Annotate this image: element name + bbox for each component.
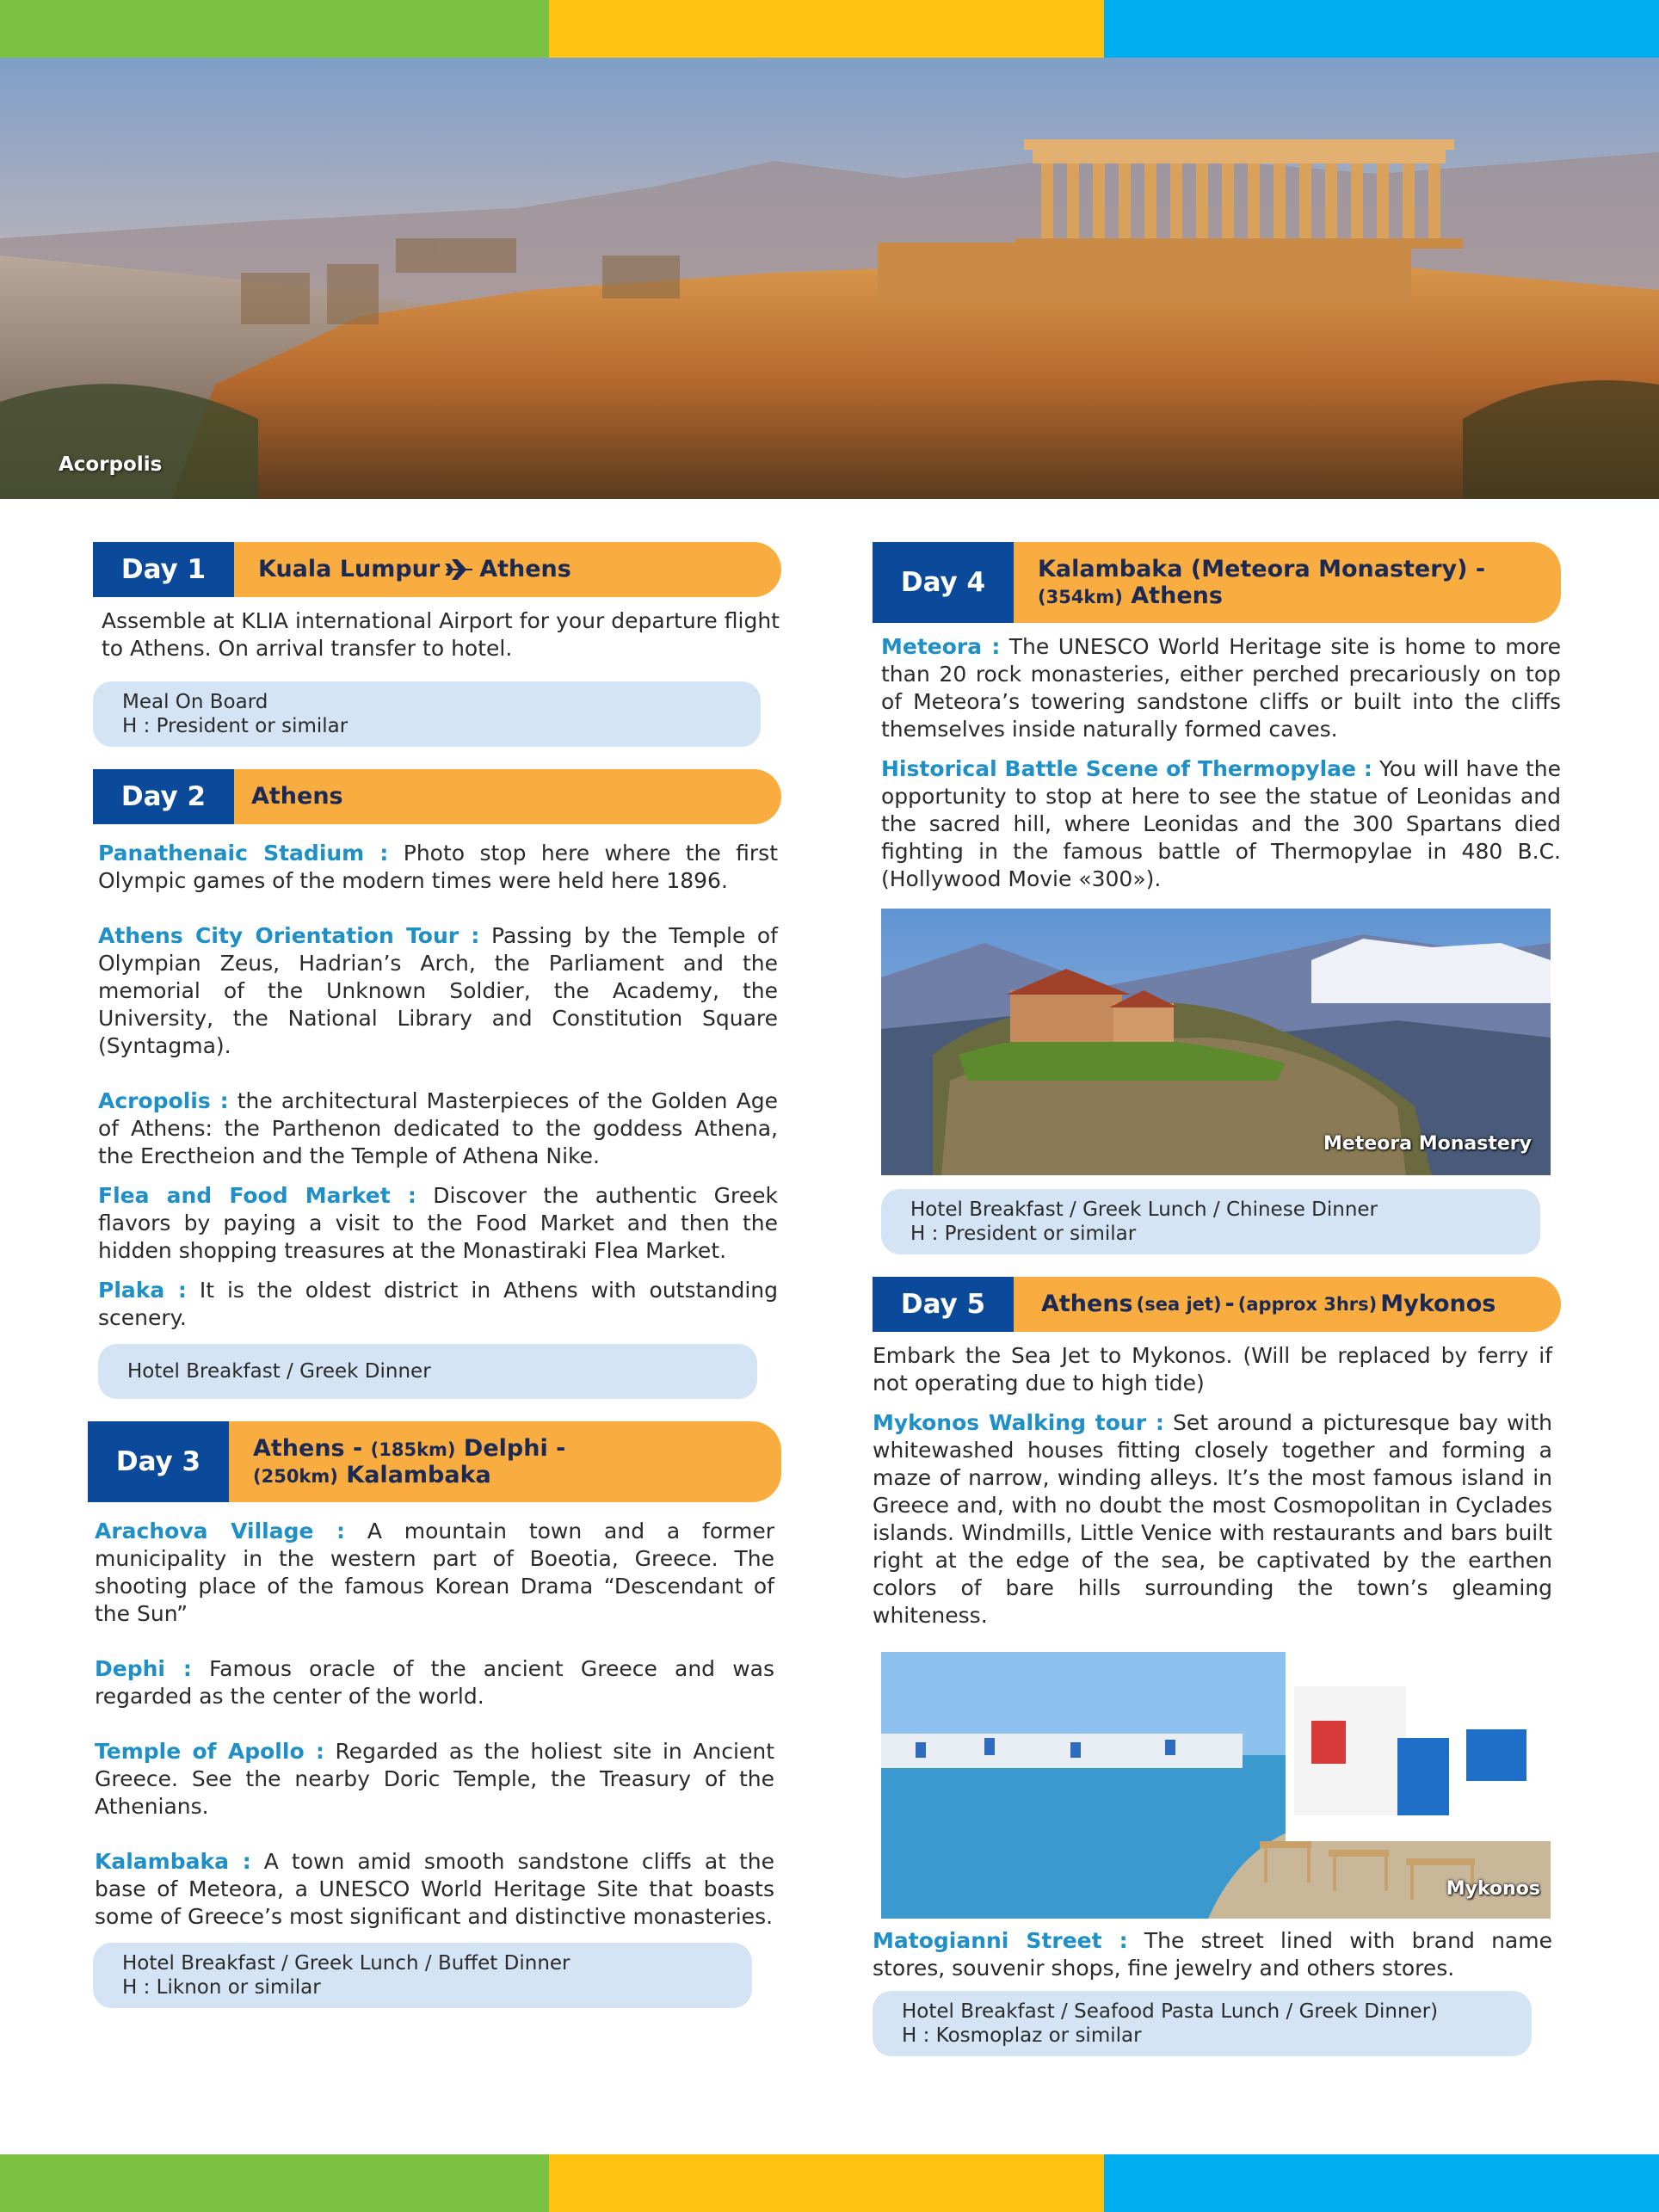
day3-route-to: Kalambaka [337,1462,491,1488]
day4-meal-box [881,1189,1540,1254]
meteora-photo-caption: Meteora Monastery [1323,1133,1532,1155]
day3-item-title: Kalambaka : [95,1849,251,1874]
day5-route-to: Mykonos [1380,1291,1496,1318]
day5-item-text: The street lined with brand name stores, souvenir shops, fine jewelry and others stores. [873,1928,1552,1981]
day2-item [98,1277,778,1332]
day4-route [1014,542,1561,623]
day3-header [88,1421,781,1502]
day2-item [98,1182,778,1265]
day5-header [873,1277,1561,1332]
day4-label: Day 4 [873,542,1014,623]
day3-item [95,1848,774,1931]
day3-label: Day 3 [88,1421,229,1502]
day5-route [1014,1277,1561,1332]
day3-item-text: A town amid smooth sandstone cliffs at the base of Meteora, a UNESCO World Heritage Site that boasts some of Greece’s most significant and distinctive monasteries. [95,1849,774,1929]
hero-photo-acropolis [0,58,1659,499]
day4-items [873,633,1561,893]
day2-item-title: Athens City Orientation Tour : [98,923,480,948]
day1-hotel-line: H : President or similar [122,715,348,737]
right-column [873,542,1561,2079]
day4-item [881,633,1561,743]
day5-route-mode: (sea jet) [1136,1293,1222,1315]
day1-meal-line1: Meal On Board [122,691,268,713]
day5-items [873,1342,1561,1630]
color-bar-yellow [549,0,1104,58]
day2-item-text: Photo stop here where the first Olympic games of the modern times were held here 1896. [98,841,778,893]
color-bar-blue [1104,0,1659,58]
day3-item [95,1738,774,1821]
color-bar-yellow [549,2154,1104,2212]
color-bar-green [0,0,549,58]
day4-header [873,542,1561,623]
day2-item-text: It is the oldest district in Athens with outstanding scenery. [98,1278,778,1330]
day3-route-distance1: (185km) [370,1439,456,1460]
acropolis-illustration [0,58,1659,499]
day1-text: Assemble at KLIA international Airport for your departure flight to Athens. On arrival transfer to hotel. [102,608,780,661]
day4-hotel-line: H : President or similar [910,1223,1137,1245]
day4-item [881,755,1561,893]
day3-route-distance2: (250km) [253,1466,338,1487]
day5-route-dash: - [1224,1291,1235,1318]
day2-item [98,922,778,1060]
day2-meal-box [98,1344,757,1399]
day2-items [93,835,781,1332]
day5-route-duration: (approx 3hrs) [1237,1293,1378,1315]
day2-meal-line1: Hotel Breakfast / Greek Dinner [127,1360,431,1383]
day4-route-line2 [1038,582,1223,609]
day2-item [98,1088,778,1170]
day3-item-title: Dephi : [95,1656,192,1681]
day2-label: Day 2 [93,769,234,824]
day2-item-title: Flea and Food Market : [98,1183,416,1208]
day3-item-title: Arachova Village : [95,1519,346,1543]
day2-item-title: Plaka : [98,1278,187,1303]
day3-route-mid: Delphi - [455,1434,566,1462]
day3-route [229,1421,781,1502]
day3-items [93,1513,781,1931]
day2-item-text: the architectural Masterpieces of the Golden Age of Athens: the Parthenon dedicated to the goddess Athena, the Erectheion and the Temple of Athena Nike. [98,1088,778,1168]
day3-item-text: Famous oracle of the ancient Greece and was regarded as the center of the world. [95,1656,774,1709]
day4-route-distance: (354km) [1038,587,1123,607]
mykonos-photo-caption: Mykonos [1446,1878,1540,1900]
top-color-bar [0,0,1659,58]
day3-item [95,1518,774,1628]
day5-meal-line1: Hotel Breakfast / Seafood Pasta Lunch / Greek Dinner) [902,2000,1439,2023]
day3-route-line1 [253,1435,565,1462]
day1-route [234,542,781,597]
day5-label: Day 5 [873,1277,1014,1332]
meteora-photo [881,909,1551,1175]
day4-route-to: Athens [1122,582,1223,609]
day3-item [95,1655,774,1710]
day3-hotel-line: H : Liknon or similar [122,1976,321,1999]
color-bar-green [0,2154,549,2212]
day4-item-title: Historical Battle Scene of Thermopylae : [881,756,1372,781]
day1-header [93,542,781,597]
day5-meal-box [873,1991,1532,2056]
day2-item-text: Discover the authentic Greek flavors by paying a visit to the Food Market and then the hidden shopping treasures at the Monastiraki Flea Market. [98,1183,778,1263]
day4-item-title: Meteora : [881,634,1001,659]
day5-item-text: Set around a picturesque bay with whitewashed houses fitting closely together and forming a maze of narrow, winding alleys. It’s the most famous island in Greece and, with no doubt the most Cosmopolitan in Cyclades islands. Windmills, Little Venice with restaurants and bars built right at the edge of the sea, be captivated by the earthen colors of bare hills surrounding the town’s gleaming whiteness. [873,1410,1552,1628]
day2-item-title: Acropolis : [98,1088,229,1113]
day3-route-line2 [253,1462,491,1488]
hero-caption: Acorpolis [59,453,163,476]
day5-item [873,1409,1552,1630]
day3-item-text: A mountain town and a former municipality in the western part of Boeotia, Greece. The shooting place of the famous Korean Drama “Descendant of the Sun” [95,1519,775,1626]
day3-item-text: Regarded as the holiest site in Ancient Greece. See the nearby Doric Temple, the Treasury of the Athenians. [95,1739,774,1819]
mykonos-photo [881,1652,1551,1919]
day3-item-title: Temple of Apollo : [95,1739,324,1764]
color-bar-blue [1104,2154,1659,2212]
left-column [93,542,781,2030]
day4-meal-line1: Hotel Breakfast / Greek Lunch / Chinese Dinner [910,1198,1378,1221]
day2-item-title: Panathenaic Stadium : [98,841,389,866]
day3-meal-line1: Hotel Breakfast / Greek Lunch / Buffet Dinner [122,1952,570,1975]
day5-item [873,1927,1552,1982]
day2-item [98,840,778,895]
bottom-color-bar [0,2154,1659,2212]
day3-route-from: Athens - [253,1434,371,1462]
day1-label: Day 1 [93,542,234,597]
day4-route-line1: Kalambaka (Meteora Monastery) - [1038,555,1486,582]
day4-item-text: The UNESCO World Heritage site is home to more than 20 rock monasteries, either perched precariously on top of Meteora’s towering sandstone cliffs or built into the cliffs themselves inside naturally formed caves. [881,634,1561,742]
day5-hotel-line: H : Kosmoplaz or similar [902,2024,1142,2047]
day5-item-title: Mykonos Walking tour : [873,1410,1164,1435]
day2-route: Athens [234,769,781,824]
day2-item-text: Passing by the Temple of Olympian Zeus, Hadrian’s Arch, the Parliament and the memorial of the Unknown Soldier, the Academy, the University, the National Library and Constitution Square (Syntagma). [98,923,778,1058]
day5-item-title: Matogianni Street : [873,1928,1128,1953]
day2-header [93,769,781,824]
day4-item-text: You will have the opportunity to stop at here to see the statue of Leonidas and the sacred hill, where Leonidas and the 300 Spartans died fighting in the famous battle of Thermopylae in 480 B.C. (Hollywood Movie «300»). [881,756,1561,891]
day1-route-to: Athens [479,556,571,583]
day5-route-from: Athens [1041,1291,1133,1318]
day3-meal-box [93,1943,752,2008]
day1-meal-box [93,681,761,747]
airplane-icon [445,558,474,581]
day5-items-2 [873,1919,1561,1982]
day1-route-from: Kuala Lumpur [258,556,441,583]
day5-intro: Embark the Sea Jet to Mykonos. (Will be replaced by ferry if not operating due to high tide) [873,1343,1552,1396]
